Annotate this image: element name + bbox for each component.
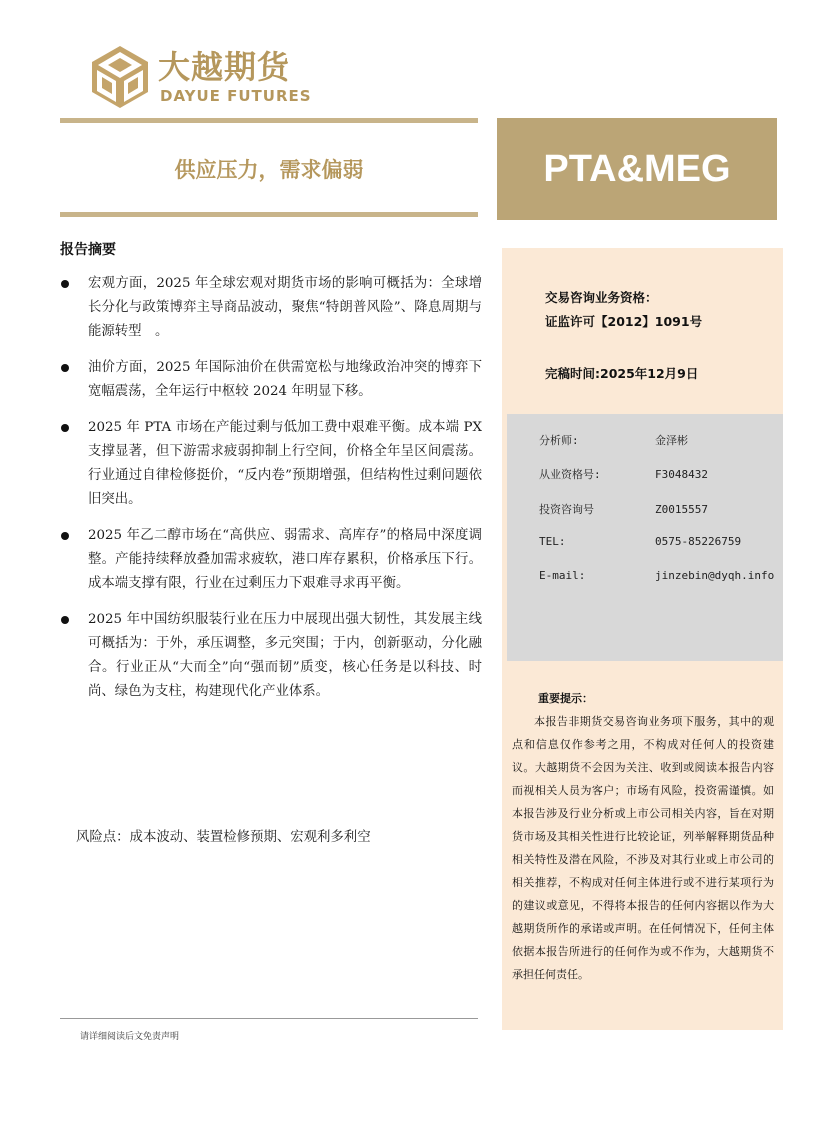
summary-item-text: 2025 年 PTA 市场在产能过剩与低加工费中艰难平衡。成本端 PX 支撑显著，但下游需求疲弱抑制上行空间，价格全年呈区间震荡。行业通过自律检修挺价，“反内卷”预期增强，但结构性过剩问题依旧突出。 bbox=[88, 420, 482, 507]
license-value: F3048432 bbox=[655, 468, 708, 481]
bullet-dot-icon bbox=[61, 616, 69, 624]
license-number: 证监许可【2012】1091号 bbox=[545, 314, 703, 329]
footer-divider bbox=[60, 1018, 478, 1019]
phone-label: TEL: bbox=[539, 535, 566, 548]
summary-item-text: 宏观方面，2025 年全球宏观对期货市场的影响可概括为：全球增长分化与政策博弈主导商品波动，聚焦“特朗普风险”、降息周期与能源转型 。 bbox=[88, 276, 482, 339]
bullet-dot-icon bbox=[61, 532, 69, 540]
email-link[interactable]: jinzebin@dyqh.info bbox=[655, 569, 775, 582]
license-label: 从业资格号: bbox=[539, 468, 601, 481]
company-logo bbox=[88, 44, 318, 112]
summary-item-text: 油价方面，2025 年国际油价在供需宽松与地缘政治冲突的博弈下宽幅震荡，全年运行中枢较 2024 年明显下移。 bbox=[88, 360, 482, 399]
title-rule-bottom bbox=[60, 212, 478, 217]
notice-body: 本报告非期货交易咨询业务项下服务，其中的观点和信息仅作参考之用，不构成对任何人的投资建议。大越期货不会因为关注、收到或阅读本报告内容而视相关人员为客户；市场有风险，投资需谨慎。如本报告涉及行业分析或上市公司相关内容，旨在对期货市场及其相关性进行比较论证，列举解释期货品种相关特性及潜在风险，不涉及对其行业或上市公司的相关推荐，不构成对任何主体进行或不进行某项行为的建议或意见，不得将本报告的任何内容据以作为大越期货所作的承诺或声明。在任何情况下，任何主体依据本报告所进行的任何作为或不作为，大越期货不承担任何责任。 bbox=[512, 715, 774, 981]
summary-item-pta bbox=[60, 416, 482, 512]
completion-date: 完稿时间:2025年12月9日 bbox=[545, 366, 699, 381]
brand-name-cn: 大越期货 bbox=[158, 48, 291, 86]
analyst-label: 分析师: bbox=[539, 434, 579, 447]
summary-item-macro bbox=[60, 272, 482, 344]
product-tag: PTA&MEG bbox=[543, 147, 731, 190]
bullet-dot-icon bbox=[61, 364, 69, 372]
email-label: E-mail: bbox=[539, 569, 586, 582]
risk-points: 风险点：成本波动、装置检修预期、宏观利多利空 bbox=[76, 830, 371, 845]
cube-logo-icon bbox=[88, 44, 152, 110]
summary-item-oil bbox=[60, 356, 482, 404]
product-tag-box bbox=[497, 118, 777, 220]
summary-item-textile bbox=[60, 608, 482, 704]
info-sidebar bbox=[502, 248, 783, 1030]
summary-item-meg bbox=[60, 524, 482, 596]
analyst-info-box bbox=[507, 414, 783, 661]
analyst-name: 金泽彬 bbox=[655, 434, 688, 447]
brand-name-en: DAYUE FUTURES bbox=[160, 87, 312, 105]
summary-list bbox=[60, 272, 482, 716]
summary-item-text: 2025 年乙二醇市场在“高供应、弱需求、高库存”的格局中深度调整。产能持续释放叠加需求疲软，港口库存累积，价格承压下行。成本端支撑有限，行业在过剩压力下艰难寻求再平衡。 bbox=[88, 528, 482, 591]
summary-title: 报告摘要 bbox=[60, 242, 116, 258]
disclaimer-note: 请详细阅读后文免责声明 bbox=[80, 1032, 180, 1042]
report-subtitle: 供应压力，需求偏弱 bbox=[174, 158, 364, 182]
notice-title: 重要提示： bbox=[538, 692, 593, 705]
qualification-label: 交易咨询业务资格： bbox=[545, 290, 658, 305]
qualification-block bbox=[545, 286, 702, 334]
phone-value: 0575-85226759 bbox=[655, 535, 742, 548]
bullet-dot-icon bbox=[61, 424, 69, 432]
bullet-dot-icon bbox=[61, 280, 69, 288]
title-rule-top bbox=[60, 118, 478, 123]
advisory-label: 投资咨询号 bbox=[539, 503, 594, 516]
summary-item-text: 2025 年中国纺织服装行业在压力中展现出强大韧性，其发展主线可概括为：于外，承压调整，多元突围；于内，创新驱动，分化融合。行业正从“大而全”向“强而韧”质变，核心任务是以科技、时尚、绿色为支柱，构建现代化产业体系。 bbox=[88, 612, 482, 699]
advisory-value: Z0015557 bbox=[655, 503, 708, 516]
